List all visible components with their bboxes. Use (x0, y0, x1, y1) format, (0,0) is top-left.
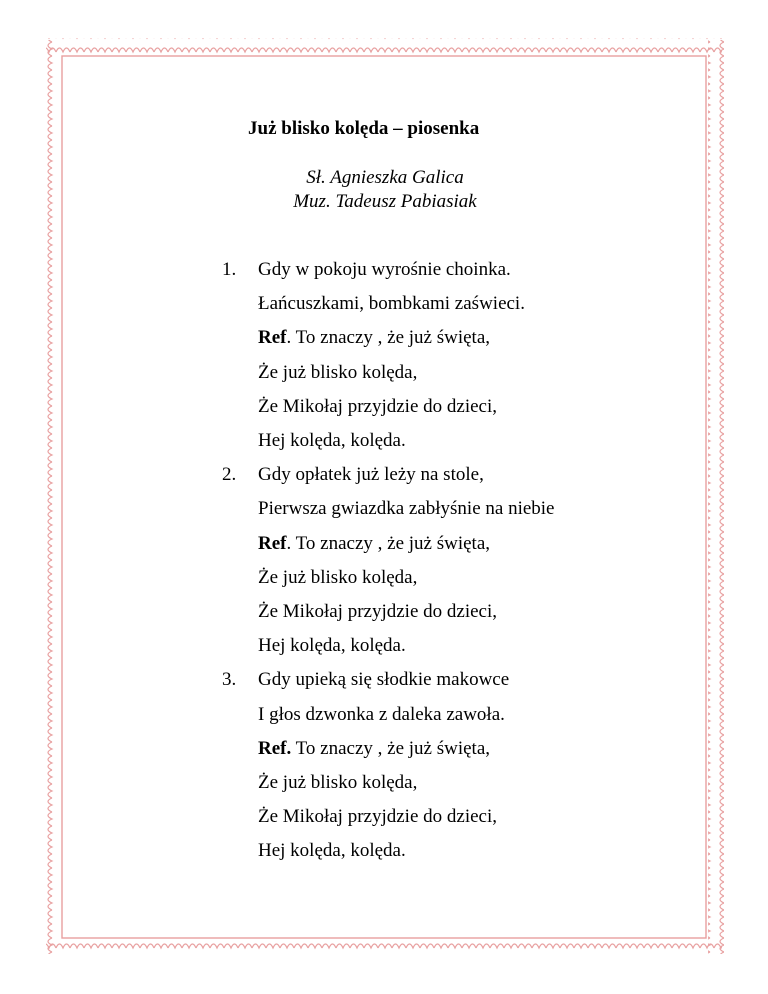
verse-number: 1. (222, 259, 237, 280)
lyrics-credit: Sł. Agnieszka Galica (306, 167, 464, 188)
song-title: Już blisko kolęda – piosenka (248, 118, 480, 139)
verse-number: 2. (222, 464, 237, 486)
refrain-text: . To znaczy , że już święta, (286, 327, 491, 349)
refrain-line: Hej kolęda, kolęda. (258, 635, 406, 657)
verse-line: Pierwsza gwiazdka zabłyśnie na niebie (258, 498, 555, 520)
refrain-line (258, 737, 490, 761)
refrain-line (258, 532, 490, 556)
refrain-label: Ref (258, 532, 287, 554)
verse-line: I głos dzwonka z daleka zawoła. (258, 703, 505, 725)
refrain-label: Ref. (258, 737, 292, 759)
song-credits (220, 166, 550, 214)
refrain-line: Hej kolęda, kolęda. (258, 840, 406, 862)
refrain-text: . To znaczy , że już święta, (286, 532, 491, 554)
refrain-line: Że Mikołaj przyjdzie do dzieci, (258, 601, 497, 622)
refrain-line: Że Mikołaj przyjdzie do dzieci, (258, 806, 497, 828)
verse-line: Łańcuszkami, bombkami zaświeci. (258, 293, 525, 315)
refrain-label: Ref (258, 327, 287, 349)
refrain-line: Że już blisko kolęda, (258, 566, 418, 588)
verse-line: Gdy w pokoju wyrośnie choinka. (258, 259, 511, 280)
verse-line: Gdy upieką się słodkie makowce (258, 669, 510, 691)
verse-number: 3. (222, 669, 237, 691)
music-credit: Muz. Tadeusz Pabiasiak (293, 191, 477, 212)
refrain-text: To znaczy , że już święta, (291, 737, 491, 759)
refrain-line (258, 326, 490, 350)
refrain-line: Że Mikołaj przyjdzie do dzieci, (258, 395, 497, 417)
refrain-line: Że już blisko kolęda, (258, 772, 418, 793)
verse-line: Gdy opłatek już leży na stole, (258, 464, 484, 486)
refrain-line: Że już blisko kolęda, (258, 361, 418, 383)
refrain-line: Hej kolęda, kolęda. (258, 430, 406, 451)
